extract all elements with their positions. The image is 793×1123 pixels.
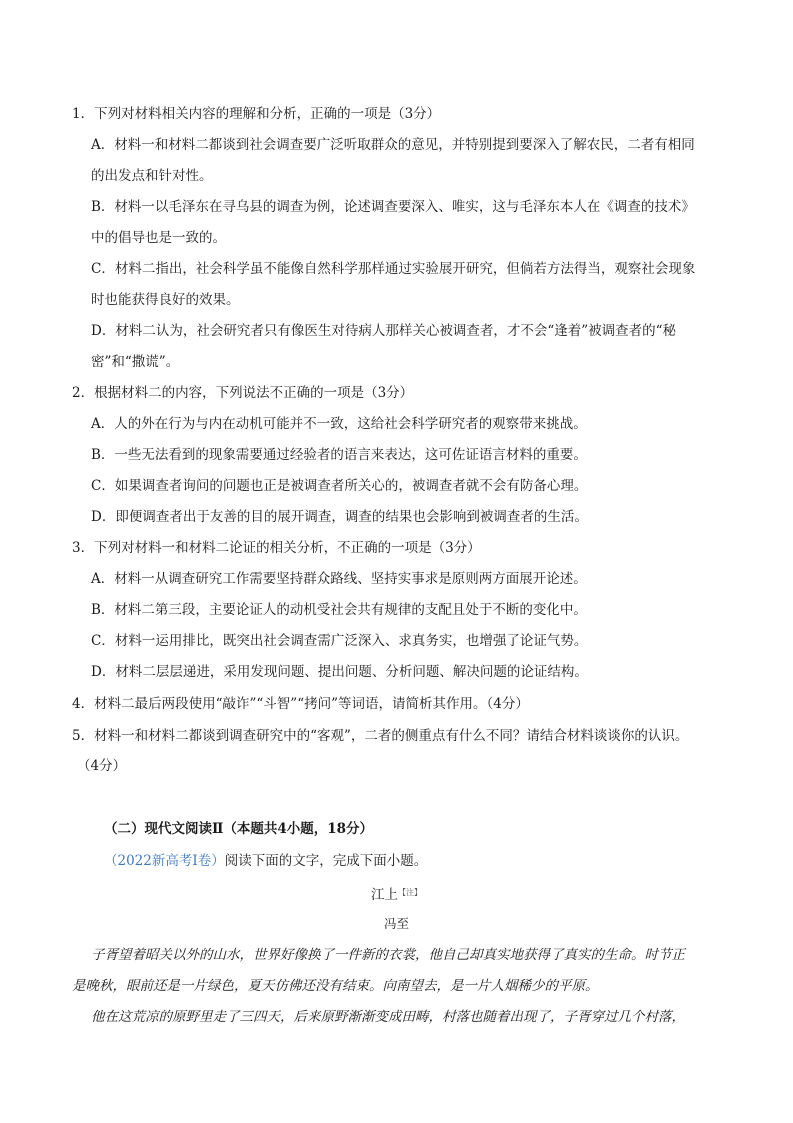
q1-option-c-cont: 时也能获得良好的效果。 bbox=[91, 292, 240, 308]
q1-option-c: C．材料二指出，社会科学虽不能像自然科学那样通过实验展开研究，但倘若方法得当，观察社会现象 bbox=[91, 261, 696, 277]
question-1-stem: 1．下列对材料相关内容的理解和分析，正确的一项是（3分） bbox=[72, 106, 441, 122]
story-title: 江上 bbox=[371, 887, 398, 903]
source-instruction: 阅读下面的文字，完成下面小题。 bbox=[224, 853, 428, 869]
q3-option-a: A．材料一从调查研究工作需要坚持群众路线、坚持实事求是原则两方面展开论述。 bbox=[91, 571, 587, 587]
question-5-score: （4分） bbox=[77, 758, 127, 774]
q1-option-a: A．材料一和材料二都谈到社会调查要广泛听取群众的意见，并特别提到要深入了解农民，二者有相同 bbox=[91, 137, 695, 153]
story-note-marker: 【注】 bbox=[398, 888, 422, 897]
q2-option-a: A．人的外在行为与内在动机可能并不一致，这给社会科学研究者的观察带来挑战。 bbox=[91, 416, 587, 432]
q1-option-d: D．材料二认为，社会研究者只有像医生对待病人那样关心被调查者，才不会“逢着”被调查者的“秘 bbox=[91, 323, 677, 339]
story-author: 冯至 bbox=[383, 916, 409, 931]
question-3-stem: 3．下列对材料一和材料二论证的相关分析，不正确的一项是（3分） bbox=[72, 540, 481, 556]
q1-option-b: B．材料一以毛泽东在寻乌县的调查为例，论述调查要深入、唯实，这与毛泽东本人在《调查的技术》 bbox=[91, 199, 695, 215]
story-title-line bbox=[0, 884, 793, 904]
story-paragraph-2-line-1: 他在这荒凉的原野里走了三四天，后来原野渐渐变成田畴，村落也随着出现了，子胥穿过几个村落， bbox=[91, 1009, 685, 1025]
story-paragraph-1-line-1: 子胥望着昭关以外的山水，世界好像换了一件新的衣裳，他自己却真实地获得了真实的生命。时节正 bbox=[91, 947, 685, 963]
question-4: 4．材料二最后两段使用“敲诈”“斗智”“拷问”等词语，请简析其作用。（4分） bbox=[72, 696, 529, 712]
source-tag: （2022新高考Ⅰ卷） bbox=[104, 853, 225, 869]
q3-option-b: B．材料二第三段，主要论证人的动机受社会共有规律的支配且处于不断的变化中。 bbox=[91, 602, 587, 618]
q3-option-c: C．材料一运用排比，既突出社会调查需广泛深入、求真务实，也增强了论证气势。 bbox=[91, 633, 588, 649]
q1-option-b-cont: 中的倡导也是一致的。 bbox=[91, 230, 226, 246]
section-heading: （二）现代文阅读Ⅱ（本题共4小题，18分） bbox=[104, 821, 374, 837]
q2-option-c: C．如果调查者询问的问题也正是被调查者所关心的，被调查者就不会有防备心理。 bbox=[91, 478, 588, 494]
q2-option-d: D．即便调查者出于友善的目的展开调查，调查的结果也会影响到被调查者的生活。 bbox=[91, 509, 588, 525]
question-5: 5．材料一和材料二都谈到调查研究中的“客观”，二者的侧重点有什么不同？请结合材料谈谈你的认识。 bbox=[72, 728, 689, 744]
q3-option-d: D．材料二层层递进，采用发现问题、提出问题、分析问题、解决问题的论证结构。 bbox=[91, 664, 588, 680]
question-2-stem: 2．根据材料二的内容，下列说法不正确的一项是（3分） bbox=[72, 385, 414, 401]
q2-option-b: B．一些无法看到的现象需要通过经验者的语言来表达，这可佐证语言材料的重要。 bbox=[91, 447, 587, 463]
q1-option-a-cont: 的出发点和针对性。 bbox=[91, 168, 213, 184]
source-line bbox=[104, 852, 427, 870]
story-paragraph-1-line-2: 是晚秋，眼前还是一片绿色，夏天仿佛还没有结束。向南望去，是一片人烟稀少的平原。 bbox=[72, 978, 599, 994]
q1-option-d-cont: 密”和“撒谎”。 bbox=[91, 354, 180, 370]
